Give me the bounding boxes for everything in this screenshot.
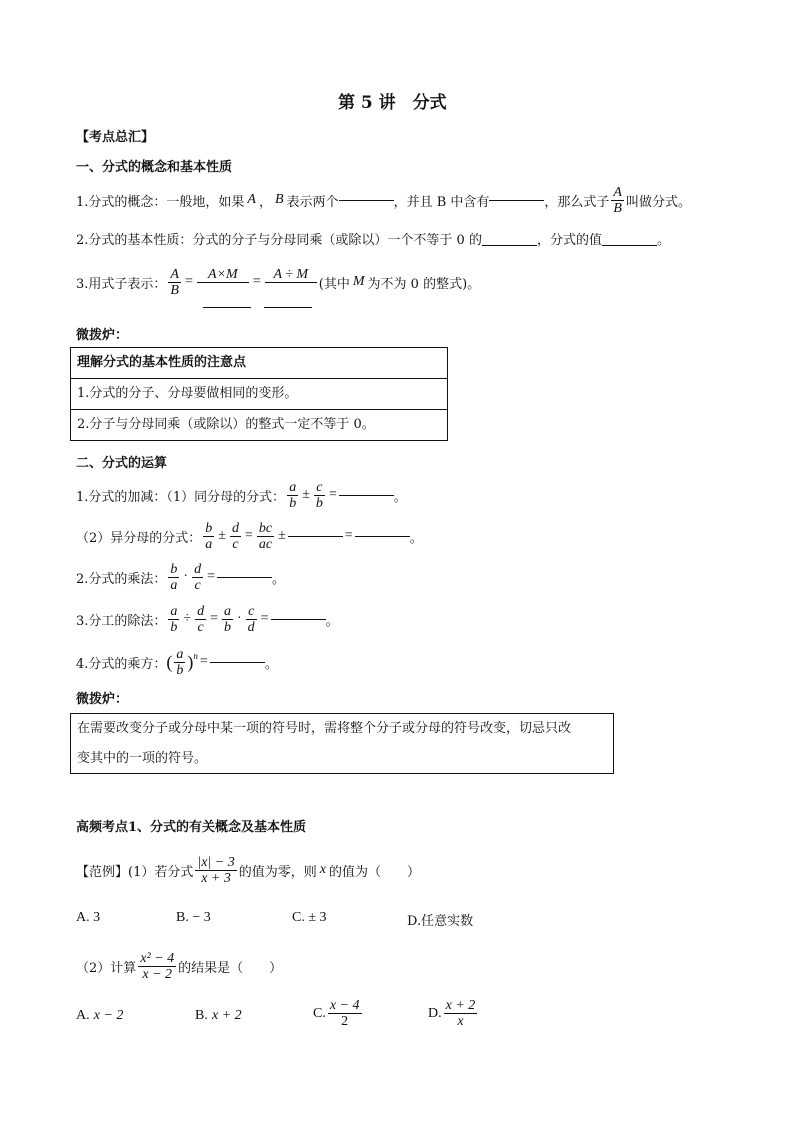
notes-table-row: 1.分式的分子、分母要做相同的变形。 [71, 379, 447, 410]
q2-text-b: 的结果是（ ） [178, 960, 283, 976]
blank-4 [602, 245, 657, 246]
fraction-axm: A×M [197, 267, 249, 298]
add-diff-text: （2）异分母的分式： [76, 530, 202, 546]
property-text-b: ，分式的值 [536, 233, 602, 248]
power-text: 4.分式的乘方： [76, 656, 167, 672]
blank-div [271, 619, 326, 620]
formula-text-c: 为不为 0 的整式)。 [367, 276, 481, 292]
notes-table-header: 理解分式的基本性质的注意点 [71, 348, 447, 379]
fraction-a-div-m: A ÷ M [265, 267, 317, 298]
concept-text-d: ，那么式子 [544, 194, 610, 210]
formula-blank-2 [264, 307, 312, 308]
section2-heading: 二、分式的运算 [76, 456, 168, 471]
q1-text-c: 的值为（ ） [328, 864, 420, 880]
add-text: 1.分式的加减：（1）同分母的分式： [76, 489, 286, 505]
multiply-text: 2.分式的乘法： [76, 571, 167, 587]
var-a: A [247, 192, 256, 207]
example-q1 [76, 850, 420, 890]
divide-line: 3.分工的除法： $\frac{a}{b}$ ÷ $\frac{d}{c}$ = $\frac{a}{b}$ · $\frac{c}{d}$ = 。 [76, 603, 339, 635]
q1-text-a: 【范例】(1）若分式 [76, 864, 194, 880]
fraction-a-b: $\frac{A}{B}$ [170, 266, 179, 298]
topic-heading: 高频考点1、分式的有关概念及基本性质 [76, 820, 307, 835]
formula-text-b: (其中 [318, 276, 350, 292]
tip-label-1: 微拨炉： [76, 328, 129, 343]
q2-option-b: B. x + 2 [195, 1008, 242, 1023]
property-text-a: 2.分式的基本性质：分式的分子与分母同乘（或除以）一个不等于 0 的 [76, 233, 482, 248]
power-line: 4.分式的乘方： ( $\frac{a}{b}$ ) $^n$ = 。 [76, 646, 278, 678]
blank-3 [482, 245, 537, 246]
tip-box [70, 713, 614, 774]
property-line [76, 229, 670, 248]
concept-text-c: ，并且 B 中含有 [393, 194, 490, 210]
blank-2 [489, 200, 544, 201]
var-x: x [319, 862, 326, 877]
q1-option: D.任意实数 [407, 914, 474, 929]
q1-option: C. ± 3 [292, 910, 327, 925]
notes-table [70, 347, 448, 441]
concept-text-e: 叫做分式。 [625, 194, 691, 210]
blank-pow [210, 662, 265, 663]
multiply-line: 2.分式的乘法： $\frac{b}{a}$ · $\frac{d}{c}$ = 。 [76, 561, 285, 593]
concept-text-b: 表示两个 [286, 194, 339, 210]
q1-option: A. 3 [76, 910, 101, 925]
var-m: M [352, 274, 365, 289]
blank-add2b [355, 536, 410, 537]
notes-table-row: 2.分子与分母同乘（或除以）的整式一定不等于 0。 [77, 417, 375, 432]
fraction-q2: $\frac{\text{x² − 4}}{x - 2}$ [140, 950, 175, 982]
tip-text: 在需要改变分子或分母中某一项的符号时，需将整个分子或分母的符号改变，切忌只改 [77, 721, 572, 736]
formula-text-a: 3.用式子表示： [76, 276, 167, 292]
q1-text-b: 的值为零，则 [238, 864, 317, 880]
blank-add [339, 495, 394, 496]
concept-text-a: 1.分式的概念：一般地，如果 [76, 194, 245, 210]
q2-option-a: A. x − 2 [76, 1008, 124, 1023]
q2-option-c: C. $\frac{x - 4}{2}$ [313, 998, 360, 1029]
q2-text-a: （2）计算 [76, 960, 137, 976]
fraction-q1: $\frac{|x| - 3}{x + 3}$ [197, 854, 235, 886]
section1-heading: 一、分式的概念和基本性质 [76, 160, 233, 175]
blank-1 [339, 200, 394, 201]
blank-add2a [288, 536, 343, 537]
var-b: B [274, 192, 284, 207]
concept-line: 1.分式的概念：一般地，如果 A ， B 表示两个 ，并且 B 中含有 ，那么式子 $\frac{A}{B}$ 叫做分式。 [76, 184, 691, 216]
formula-blank-1 [203, 307, 251, 308]
tip-label-2: 微拨炉： [76, 692, 129, 707]
add-same-line: 1.分式的加减：（1）同分母的分式： $\frac{a}{b}$ ± $\frac{c}{b}$ = 。 [76, 479, 407, 511]
add-diff-line: （2）异分母的分式： $\frac{b}{a}$ ± $\frac{d}{c}$ = $\frac{bc}{ac}$ ± = 。 [76, 520, 423, 552]
q1-option: B. − 3 [176, 910, 211, 925]
formula-line: 3.用式子表示： $\frac{A}{B}$ = A×M = A ÷ M (其中 M 为不为 0 的整式)。 [76, 266, 481, 298]
fraction-a-over-b: $\frac{A}{B}$ [613, 184, 622, 216]
tip-text: 变其中的一项的符号。 [77, 751, 208, 766]
summary-heading: 【考点总汇】 [76, 130, 155, 145]
example-q2 [76, 946, 282, 986]
page-title: 第 5 讲 分式 [338, 93, 447, 113]
blank-mul [217, 577, 272, 578]
divide-text: 3.分工的除法： [76, 613, 167, 629]
property-text-c: 。 [656, 233, 670, 248]
q2-option-d: D. $\frac{x + 2}{x}$ [428, 998, 476, 1029]
